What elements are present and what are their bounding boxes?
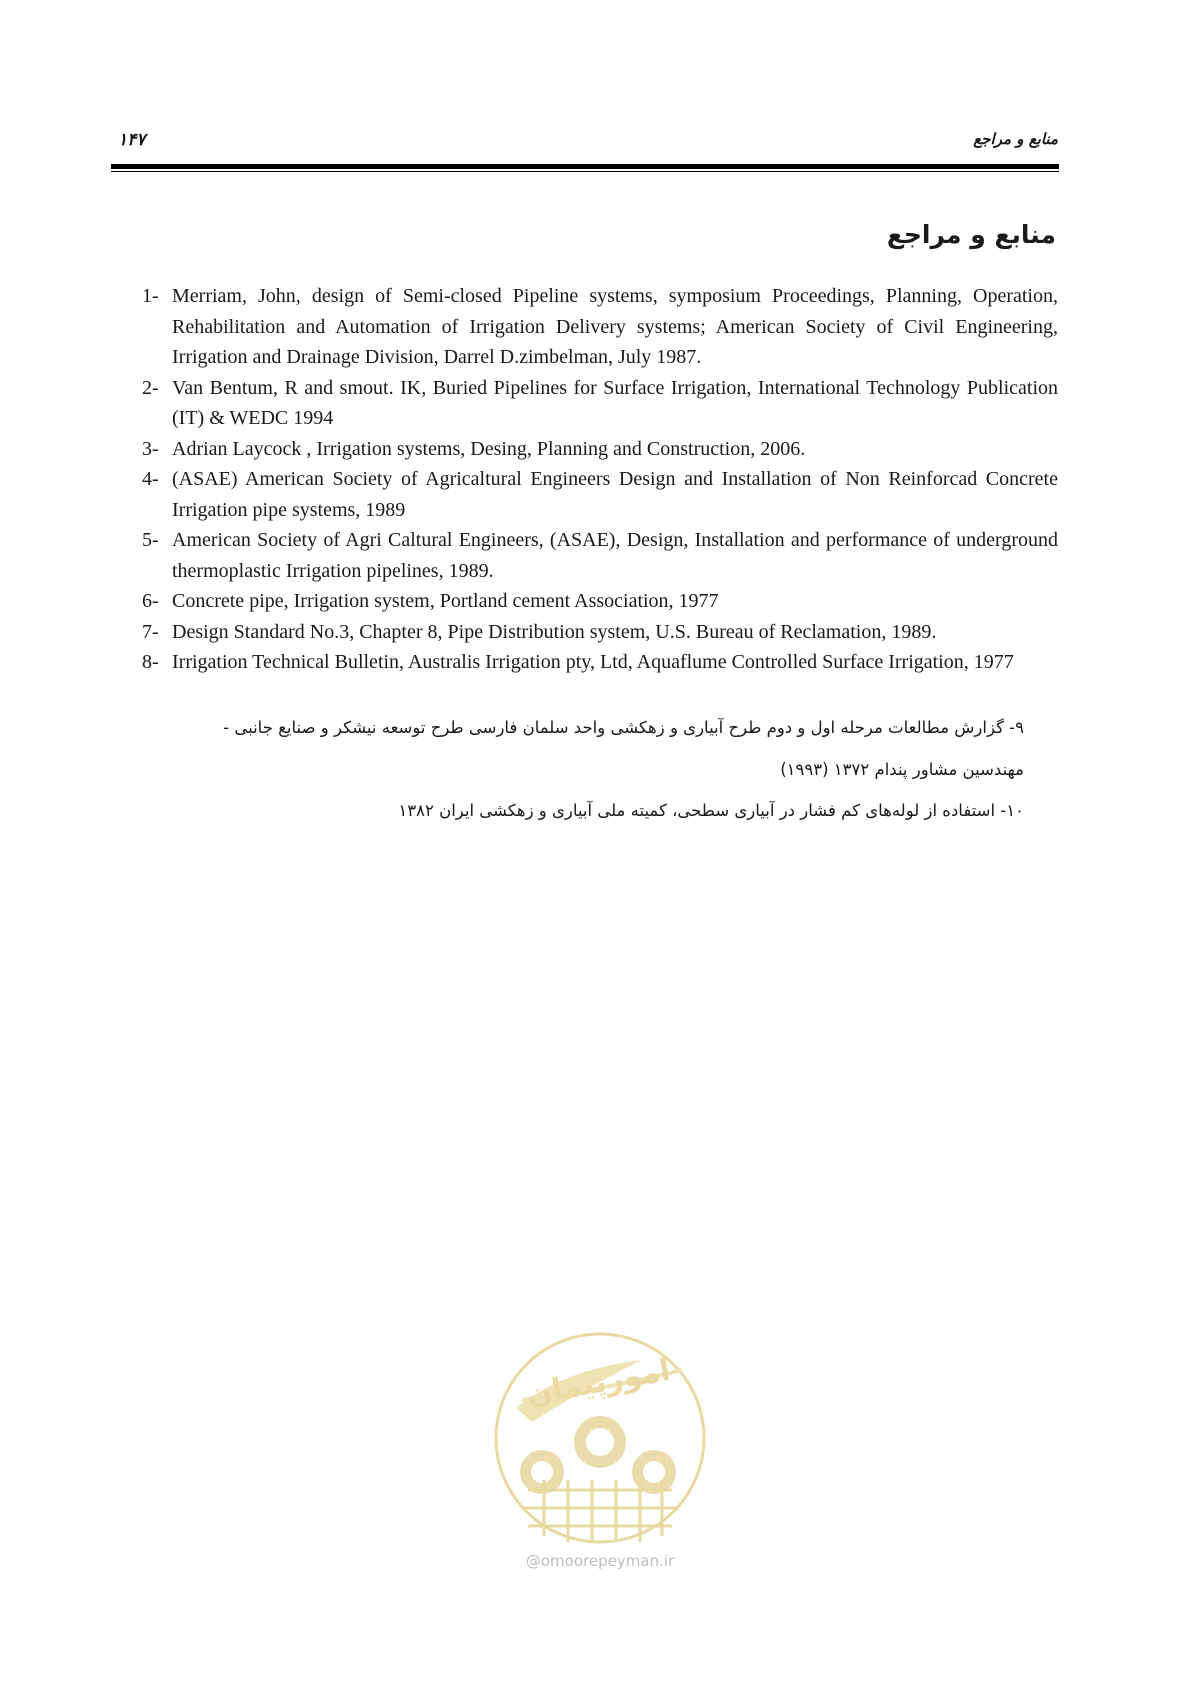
reference-text: (ASAE) American Society of Agricaltural Engineers Design and Installation of Non Reinforcad Concrete Irrigation pipe systems, 1989 (172, 468, 1058, 521)
reference-number: 2- (142, 376, 159, 399)
reference-number: 1- (142, 285, 159, 307)
reference-item (142, 434, 1058, 465)
reference-item (142, 586, 1058, 617)
section-title: منابع و مراجع (886, 220, 1056, 249)
running-header (112, 130, 1058, 154)
reference-text: Concrete pipe, Irrigation system, Portland cement Association, 1977 (172, 590, 719, 612)
watermark-url: @omoorepeyman.ir (525, 1552, 675, 1570)
reference-number: 8- (142, 651, 159, 673)
header-rule-thick (111, 164, 1059, 169)
reference-item (142, 373, 1058, 434)
reference-number: 6- (142, 590, 159, 612)
reference-item (142, 464, 1058, 525)
reference-text: Van Bentum, R and smout. IK, Buried Pipelines for Surface Irrigation, International Technology Publication (IT) & WEDC 1994 (172, 376, 1058, 429)
persian-reference-9-line-1: ۹- گزارش مطالعات مرحله اول و دوم طرح آبیاری و زهکشی واحد سلمان فارسی طرح توسعه نیشکر و صنایع جانبی - (223, 718, 1024, 737)
watermark-seal-icon (492, 1330, 708, 1570)
reference-item (142, 525, 1058, 586)
reference-text: Irrigation Technical Bulletin, Australis Irrigation pty, Ltd, Aquaflume Controlled Surface Irrigation, 1977 (172, 651, 1014, 673)
reference-item (142, 647, 1058, 678)
watermark-logo (492, 1330, 708, 1570)
running-header-title: منابع و مراجع (973, 130, 1058, 148)
reference-item (142, 617, 1058, 648)
watermark-logo-text: امورپیمان (523, 1352, 674, 1413)
reference-text: Merriam, John, design of Semi-closed Pipeline systems, symposium Proceedings, Planning, Operation, Rehabilitation and Automation of Irrigation Delivery systems; American Society of Civil Engineering, Irrigation and Drainage Division, Darrel D.zimbelman, July 1987. (172, 285, 1058, 368)
reference-text: Adrian Laycock , Irrigation systems, Desing, Planning and Construction, 2006. (172, 437, 806, 460)
header-rule-thin (111, 171, 1059, 172)
reference-number: 3- (142, 437, 159, 460)
reference-text: American Society of Agri Caltural Engineers, (ASAE), Design, Installation and performance of underground thermoplastic Irrigation pipelines, 1989. (172, 529, 1058, 582)
reference-item (142, 281, 1058, 373)
reference-list (142, 281, 1058, 678)
reference-number: 4- (142, 468, 159, 490)
reference-number: 5- (142, 529, 159, 551)
persian-reference-10: ۱۰- استفاده از لوله‌های کم فشار در آبیاری سطحی، کمیته ملی آبیاری و زهکشی ایران ۱۳۸۲ (398, 801, 1024, 820)
reference-number: 7- (142, 620, 159, 643)
persian-reference-9-line-2: مهندسین مشاور پندام ۱۳۷۲ (۱۹۹۳) (780, 760, 1024, 779)
page-number: ۱۴۷ (118, 130, 146, 150)
reference-text: Design Standard No.3, Chapter 8, Pipe Distribution system, U.S. Bureau of Reclamation, 1989. (172, 620, 937, 643)
